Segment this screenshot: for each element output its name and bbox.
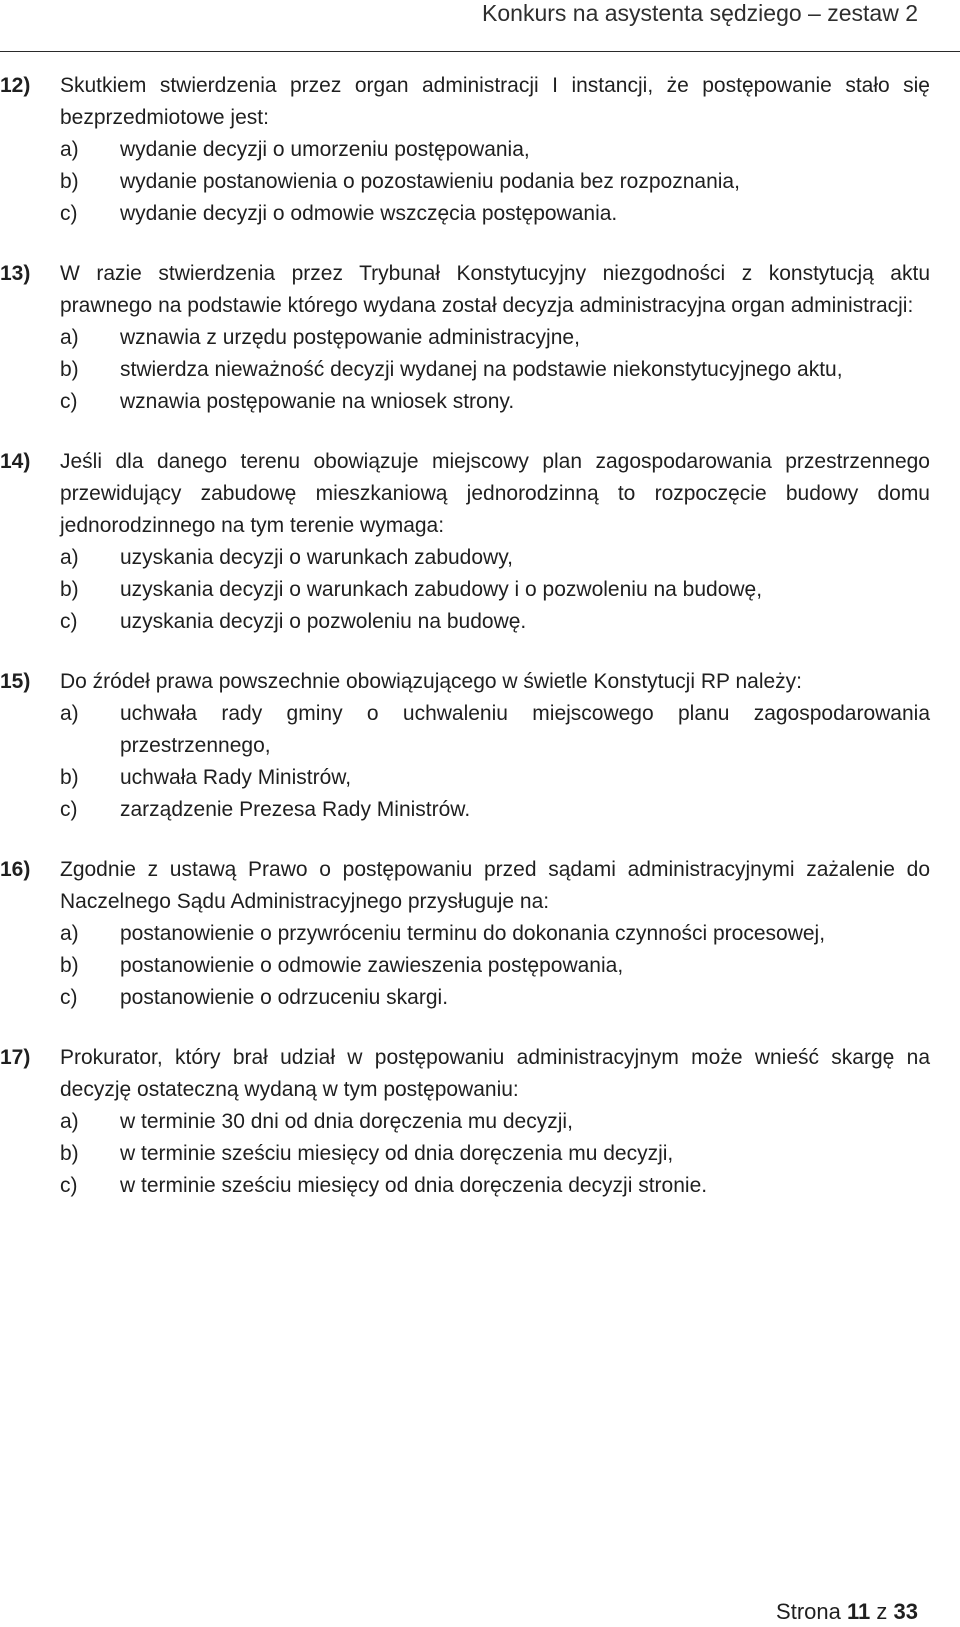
- question-text: Skutkiem stwierdzenia przez organ administracji I instancji, że postępowanie stało się bezprzedmiotowe jest:: [60, 74, 930, 129]
- answer-option-c: [60, 386, 930, 418]
- footer-page-number: 11: [847, 1599, 871, 1624]
- question-list: [0, 70, 960, 1230]
- answer-option-a: [60, 1106, 930, 1138]
- footer-separator: z: [876, 1599, 888, 1624]
- answer-option-c: [60, 794, 930, 826]
- option-letter: b): [60, 954, 79, 977]
- option-letter: c): [60, 610, 78, 633]
- option-letter: b): [60, 358, 79, 381]
- option-text: w terminie 30 dni od dnia doręczenia mu decyzji,: [120, 1110, 573, 1133]
- option-letter: b): [60, 1142, 79, 1165]
- question-15: [0, 666, 960, 826]
- question-number: 13): [0, 262, 31, 285]
- footer-prefix: Strona: [776, 1599, 841, 1624]
- question-number: 16): [0, 858, 31, 881]
- page-header: [0, 0, 960, 52]
- question-16: [0, 854, 960, 1014]
- option-letter: a): [60, 546, 79, 569]
- question-text: Prokurator, który brał udział w postępowaniu administracyjnym może wnieść skargę na decyzję ostateczną wydaną w tym postępowaniu:: [60, 1046, 930, 1101]
- option-letter: a): [60, 702, 79, 725]
- option-letter: a): [60, 326, 79, 349]
- question-text: Zgodnie z ustawą Prawo o postępowaniu przed sądami administracyjnymi zażalenie do Naczelnego Sądu Administracyjnego przysługuje na:: [60, 858, 930, 913]
- answer-option-a: [60, 698, 930, 762]
- option-text: uchwała rady gminy o uchwaleniu miejscowego planu zagospodarowania przestrzennego,: [120, 702, 930, 757]
- option-text: wydanie decyzji o umorzeniu postępowania,: [120, 138, 530, 161]
- question-number: 12): [0, 74, 31, 97]
- answer-option-a: [60, 322, 930, 354]
- answer-option-b: [60, 762, 930, 794]
- option-text: uchwała Rady Ministrów,: [120, 766, 352, 789]
- answer-option-b: [60, 354, 930, 386]
- answer-option-a: [60, 918, 930, 950]
- option-text: w terminie sześciu miesięcy od dnia doręczenia mu decyzji,: [120, 1142, 674, 1165]
- option-letter: c): [60, 986, 78, 1009]
- option-letter: c): [60, 1174, 78, 1197]
- answer-option-a: [60, 134, 930, 166]
- answer-option-b: [60, 950, 930, 982]
- option-text: uzyskania decyzji o pozwoleniu na budowę.: [120, 610, 527, 633]
- answer-options: [60, 1106, 930, 1202]
- answer-option-a: [60, 542, 930, 574]
- option-text: uzyskania decyzji o warunkach zabudowy i o pozwoleniu na budowę,: [120, 578, 763, 601]
- option-letter: b): [60, 170, 79, 193]
- question-14: [0, 446, 960, 638]
- answer-options: [60, 698, 930, 826]
- answer-option-c: [60, 982, 930, 1014]
- answer-option-c: [60, 1170, 930, 1202]
- answer-options: [60, 322, 930, 418]
- question-17: [0, 1042, 960, 1202]
- option-letter: c): [60, 798, 78, 821]
- option-letter: c): [60, 390, 78, 413]
- option-text: wznawia postępowanie na wniosek strony.: [120, 390, 515, 413]
- option-text: wydanie decyzji o odmowie wszczęcia postępowania.: [120, 202, 618, 225]
- question-number: 14): [0, 450, 31, 473]
- answer-option-b: [60, 574, 930, 606]
- option-text: postanowienie o przywróceniu terminu do dokonania czynności procesowej,: [120, 922, 826, 945]
- answer-options: [60, 134, 930, 230]
- answer-options: [60, 542, 930, 638]
- answer-option-b: [60, 1138, 930, 1170]
- option-text: w terminie sześciu miesięcy od dnia doręczenia decyzji stronie.: [120, 1174, 708, 1197]
- question-text: Do źródeł prawa powszechnie obowiązującego w świetle Konstytucji RP należy:: [60, 670, 802, 693]
- header-title: Konkurs na asystenta sędziego – zestaw 2: [482, 0, 918, 26]
- option-text: postanowienie o odmowie zawieszenia postępowania,: [120, 954, 624, 977]
- option-letter: c): [60, 202, 78, 225]
- option-letter: b): [60, 766, 79, 789]
- question-number: 17): [0, 1046, 31, 1069]
- page-footer: [776, 1597, 918, 1627]
- option-text: wydanie postanowienia o pozostawieniu podania bez rozpoznania,: [120, 170, 740, 193]
- question-13: [0, 258, 960, 418]
- option-text: uzyskania decyzji o warunkach zabudowy,: [120, 546, 513, 569]
- question-text: Jeśli dla danego terenu obowiązuje miejscowy plan zagospodarowania przestrzennego przewidujący zabudowę mieszkaniową jednorodzinną to rozpoczęcie budowy domu jednorodzinnego na tym terenie wymaga:: [60, 450, 930, 537]
- answer-option-c: [60, 198, 930, 230]
- answer-option-c: [60, 606, 930, 638]
- question-number: 15): [0, 670, 31, 693]
- footer-total-pages: 33: [893, 1599, 918, 1624]
- option-text: stwierdza nieważność decyzji wydanej na podstawie niekonstytucyjnego aktu,: [120, 358, 843, 381]
- answer-options: [60, 918, 930, 1014]
- question-text: W razie stwierdzenia przez Trybunał Konstytucyjny niezgodności z konstytucją aktu prawnego na podstawie którego wydana został decyzja administracyjna organ administracji:: [60, 262, 930, 317]
- option-letter: b): [60, 578, 79, 601]
- answer-option-b: [60, 166, 930, 198]
- question-12: [0, 70, 960, 230]
- option-text: zarządzenie Prezesa Rady Ministrów.: [120, 798, 471, 821]
- option-letter: a): [60, 1110, 79, 1133]
- option-text: wznawia z urzędu postępowanie administracyjne,: [120, 326, 580, 349]
- option-letter: a): [60, 922, 79, 945]
- option-letter: a): [60, 138, 79, 161]
- option-text: postanowienie o odrzuceniu skargi.: [120, 986, 449, 1009]
